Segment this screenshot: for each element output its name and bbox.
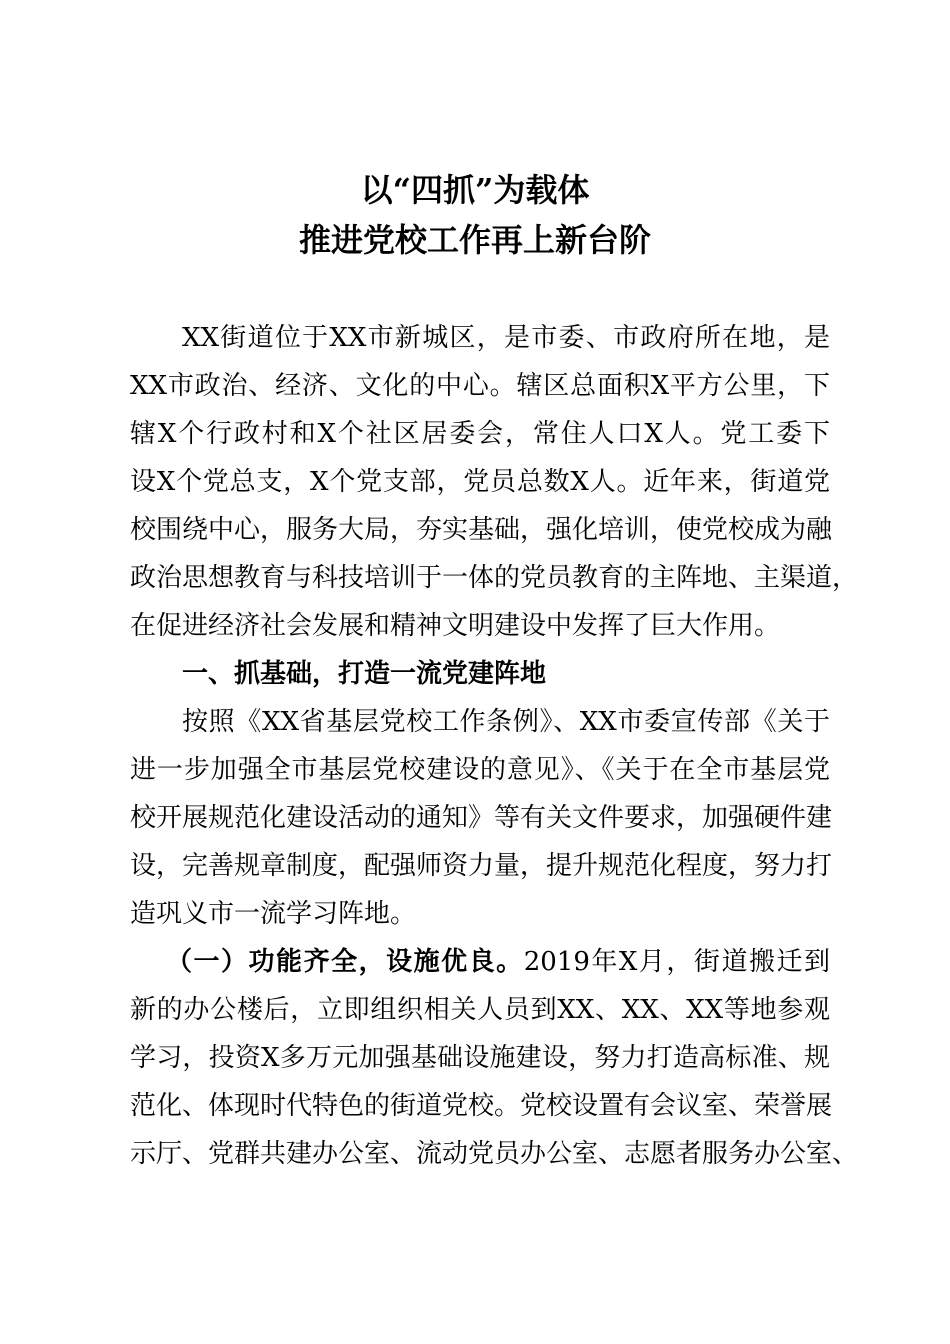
document-title-line2: 推进党校工作再上新台阶 bbox=[298, 221, 651, 259]
subsection-lead: （一）功能齐全，设施优良。 bbox=[166, 947, 524, 977]
text-line: 校围绕中心，服务大局，夯实基础，强化培训，使党校成为融 bbox=[130, 515, 833, 545]
text-line: 辖X个行政村和X个社区居委会，常住人口X人。党工委下 bbox=[130, 419, 830, 449]
text-line: 按照《XX省基层党校工作条例》、XX市委宣传部《关于 bbox=[182, 707, 830, 737]
text-line: 设X个党总支，X个党支部，党员总数X人。近年来，街道党 bbox=[130, 467, 830, 497]
text-line: 学习，投资X多万元加强基础设施建设，努力打造高标准、规 bbox=[130, 1043, 830, 1073]
paragraph-intro bbox=[130, 314, 859, 650]
text-line: 范化、体现时代特色的街道党校。党校设置有会议室、荣誉展 bbox=[130, 1091, 833, 1121]
section-heading: 一、抓基础，打造一流党建阵地 bbox=[182, 659, 547, 689]
document-title-line1: 以“四抓”为载体 bbox=[360, 171, 590, 209]
text-line: 在促进经济社会发展和精神文明建设中发挥了巨大作用。 bbox=[130, 611, 781, 641]
paragraph-section1 bbox=[130, 698, 833, 938]
text-span: 2019年X月，街道搬迁到 bbox=[523, 947, 830, 977]
text-line: XX市政治、经济、文化的中心。辖区总面积X平方公里，下 bbox=[130, 371, 830, 401]
text-line bbox=[130, 938, 830, 986]
text-line: 校开展规范化建设活动的通知》等有关文件要求，加强硬件建 bbox=[130, 803, 833, 833]
document-body bbox=[130, 314, 859, 1178]
text-line: 政治思想教育与科技培训于一体的党员教育的主阵地、主渠道， bbox=[130, 563, 859, 593]
text-line: 新的办公楼后，立即组织相关人员到XX、XX、XX等地参观 bbox=[130, 995, 830, 1025]
text-line: 造巩义市一流学习阵地。 bbox=[130, 899, 417, 929]
text-line: 进一步加强全市基层党校建设的意见》、《关于在全市基层党 bbox=[130, 755, 830, 785]
text-line: 示厅、党群共建办公室、流动党员办公室、志愿者服务办公室、 bbox=[130, 1139, 859, 1169]
text-line: XX街道位于XX市新城区，是市委、市政府所在地，是 bbox=[182, 323, 830, 353]
text-line: 设，完善规章制度，配强师资力量，提升规范化程度，努力打 bbox=[130, 851, 833, 881]
paragraph-subsection1 bbox=[130, 938, 859, 1178]
